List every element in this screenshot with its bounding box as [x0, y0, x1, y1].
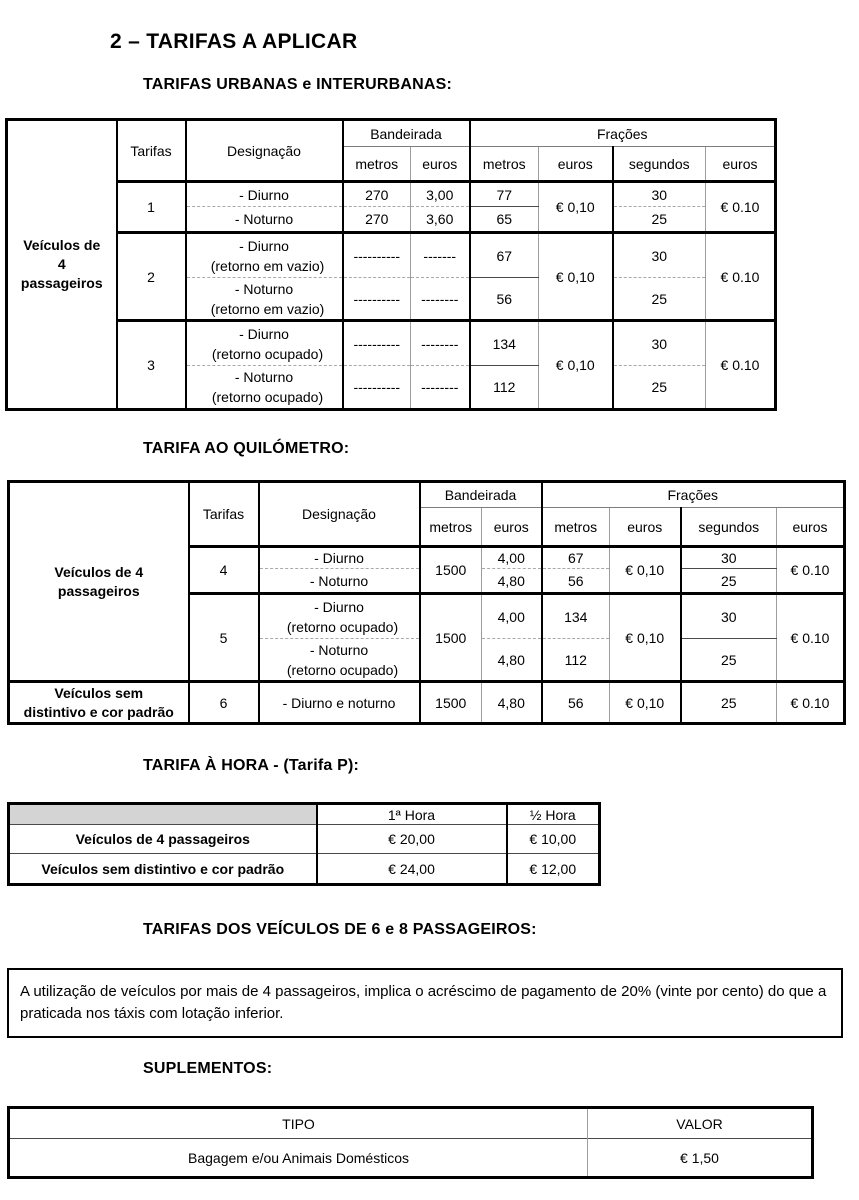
cell-band-euros: 4,00 — [482, 594, 542, 639]
vehicle-type-cell — [9, 682, 189, 724]
cell-frac-metros: 56 — [542, 682, 610, 724]
col-header-metros: metros — [343, 147, 411, 182]
col-header-euros: euros — [539, 147, 613, 182]
section-heading-suplementos: SUPLEMENTOS: — [143, 1060, 273, 1077]
col-header-metros: metros — [470, 147, 539, 182]
designacao-line1: - Diurno — [239, 186, 289, 203]
cell-frac-metros: 134 — [470, 321, 539, 366]
cell-seg-euros: € 0.10 — [706, 321, 776, 410]
col-header-half-hour: ½ Hora — [507, 804, 600, 825]
col-header-bandeirada: Bandeirada — [420, 482, 542, 508]
cell-frac-metros: 77 — [470, 182, 539, 207]
col-header-segundos: segundos — [681, 508, 777, 547]
surcharge-note-box — [7, 968, 843, 1038]
designacao-line1: - Diurno — [314, 598, 364, 615]
designacao-line1: - Noturno — [309, 572, 369, 589]
col-header-euros: euros — [482, 508, 542, 547]
vehicle-line: 4 — [57, 256, 66, 272]
cell-band-euros: -------- — [411, 278, 470, 321]
cell-band-metros: ---------- — [343, 366, 411, 410]
section-heading-6-8-passageiros: TARIFAS DOS VEÍCULOS DE 6 e 8 PASSAGEIROS: — [143, 921, 537, 938]
cell-designacao — [259, 639, 420, 682]
table-row — [9, 1139, 813, 1178]
cell-segundos: 25 — [681, 569, 777, 594]
col-header-tarifas: Tarifas — [117, 120, 186, 182]
urban-tariffs-table — [5, 118, 777, 411]
cell-band-euros: -------- — [411, 321, 470, 366]
cell-segundos: 30 — [613, 233, 706, 278]
surcharge-note-text: A utilização de veículos por mais de 4 passageiros, implica o acréscimo de pagamento de 20% (vinte por cento) do que a praticada nos táxis com lotação inferior. — [20, 983, 827, 1022]
cell-designacao — [259, 547, 420, 569]
main-title: 2 – TARIFAS A APLICAR — [110, 30, 358, 53]
cell-tipo: Bagagem e/ou Animais Domésticos — [9, 1139, 588, 1178]
cell-segundos: 30 — [681, 547, 777, 569]
cell-frac-euros: € 0,10 — [610, 682, 681, 724]
col-header-euros: euros — [411, 147, 470, 182]
col-header-tipo: TIPO — [282, 1115, 315, 1132]
cell-band-euros: 4,00 — [482, 547, 542, 569]
designacao-line2: (retorno ocupado) — [211, 389, 324, 405]
cell-frac-euros: € 0,10 — [539, 321, 613, 410]
vehicle-line: Veículos de — [23, 237, 101, 253]
cell-designacao — [186, 233, 343, 278]
vehicle-line: Veículos sem — [54, 684, 144, 701]
cell-band-metros: 1500 — [420, 547, 482, 594]
cell-tarifa: 4 — [189, 547, 259, 594]
col-header-metros: metros — [542, 508, 610, 547]
cell-band-euros: 3,00 — [411, 182, 470, 207]
cell-frac-metros: 56 — [542, 569, 610, 594]
cell-frac-metros: 112 — [470, 366, 539, 410]
cell-first-hour: € 24,00 — [317, 854, 507, 885]
designacao-line1: - Diurno — [239, 325, 289, 342]
designacao-line1: - Diurno — [314, 550, 364, 566]
vehicle-line: distintivo e cor padrão — [23, 703, 174, 720]
col-header-euros: euros — [706, 147, 776, 182]
cell-seg-euros: € 0.10 — [706, 233, 776, 321]
col-header-bandeirada: Bandeirada — [343, 120, 470, 147]
cell-band-euros: 3,60 — [411, 207, 470, 233]
cell-frac-metros: 134 — [542, 594, 610, 639]
cell-frac-metros: 112 — [542, 639, 610, 682]
col-header-first-hour: 1ª Hora — [317, 804, 507, 825]
vehicle-type-cell — [7, 120, 117, 410]
section-heading-hora: TARIFA À HORA - (Tarifa P): — [143, 757, 360, 774]
section-heading-urbanas: TARIFAS URBANAS e INTERURBANAS: — [143, 76, 453, 93]
cell-segundos: 30 — [613, 182, 706, 207]
cell-frac-euros: € 0,10 — [539, 233, 613, 321]
cell-band-euros: -------- — [411, 366, 470, 410]
cell-frac-euros: € 0,10 — [539, 182, 613, 233]
cell-segundos: 25 — [613, 366, 706, 410]
table-row — [9, 825, 600, 854]
col-header-euros: euros — [777, 508, 845, 547]
cell-segundos: 25 — [681, 682, 777, 724]
cell-band-euros: 4,80 — [482, 682, 542, 724]
cell-valor: € 1,50 — [588, 1139, 813, 1178]
cell-seg-euros: € 0.10 — [777, 547, 845, 594]
designacao-line2: (retorno em vazio) — [210, 257, 325, 274]
col-header-euros: euros — [610, 508, 681, 547]
col-header-valor: VALOR — [588, 1108, 813, 1139]
cell-half-hour: € 12,00 — [507, 854, 600, 885]
cell-band-euros: ------- — [411, 233, 470, 278]
table-row — [9, 682, 845, 724]
cell-tarifa: 6 — [189, 682, 259, 724]
col-header-designacao: Designação — [186, 120, 343, 182]
col-header-metros: metros — [420, 508, 482, 547]
col-header-segundos: segundos — [613, 147, 706, 182]
cell-designacao — [259, 569, 420, 594]
section-heading-quilometro: TARIFA AO QUILÓMETRO: — [143, 440, 350, 457]
cell-segundos: 25 — [613, 278, 706, 321]
cell-frac-metros: 67 — [542, 547, 610, 569]
cell-designacao — [186, 366, 343, 410]
cell-designacao — [259, 594, 420, 639]
cell-frac-euros: € 0,10 — [610, 594, 681, 682]
col-header-tarifas: Tarifas — [189, 482, 259, 547]
cell-tarifa: 3 — [117, 321, 186, 410]
table-row — [7, 182, 776, 207]
designacao-line2: (retorno em vazio) — [210, 300, 325, 317]
cell-band-metros: 270 — [343, 207, 411, 233]
cell-vehicle-label: Veículos de 4 passageiros — [9, 825, 317, 854]
cell-segundos: 25 — [613, 207, 706, 233]
col-header-fracoes: Frações — [470, 120, 776, 147]
empty-shaded-header-cell — [9, 804, 317, 825]
supplements-table — [7, 1106, 814, 1179]
cell-tarifa: 1 — [117, 182, 186, 233]
cell-segundos: 30 — [681, 594, 777, 639]
cell-band-metros: 1500 — [420, 682, 482, 724]
vehicle-line: passageiros — [20, 275, 103, 291]
designacao-line2: (retorno ocupado) — [286, 618, 399, 635]
cell-band-euros: 4,80 — [482, 569, 542, 594]
cell-frac-metros: 56 — [470, 278, 539, 321]
designacao-line1: - Noturno — [234, 280, 294, 297]
cell-seg-euros: € 0.10 — [777, 594, 845, 682]
cell-tarifa: 5 — [189, 594, 259, 682]
cell-band-metros: ---------- — [343, 233, 411, 278]
cell-designacao — [186, 321, 343, 366]
cell-frac-metros: 65 — [470, 207, 539, 233]
col-header-designacao: Designação — [259, 482, 420, 547]
cell-band-euros: 4,80 — [482, 639, 542, 682]
hourly-tariff-table — [7, 802, 601, 886]
vehicle-type-cell — [9, 482, 189, 682]
vehicle-line: Veículos de 4 — [54, 563, 144, 580]
vehicle-line: passageiros — [57, 582, 140, 599]
designacao-line1: - Noturno — [234, 211, 294, 227]
col-header-fracoes: Frações — [542, 482, 845, 508]
cell-band-metros: 1500 — [420, 594, 482, 682]
cell-seg-euros: € 0.10 — [777, 682, 845, 724]
table-row — [9, 854, 600, 885]
cell-segundos: 30 — [613, 321, 706, 366]
cell-band-metros: 270 — [343, 182, 411, 207]
cell-half-hour: € 10,00 — [507, 825, 600, 854]
cell-designacao — [259, 682, 420, 724]
cell-vehicle-label: Veículos sem distintivo e cor padrão — [9, 854, 317, 885]
table-row — [7, 321, 776, 366]
cell-frac-euros: € 0,10 — [610, 547, 681, 594]
designacao-line2: (retorno ocupado) — [211, 345, 324, 362]
designacao-line1: - Diurno — [239, 237, 289, 254]
cell-segundos: 25 — [681, 639, 777, 682]
cell-tarifa: 2 — [117, 233, 186, 321]
cell-designacao — [186, 207, 343, 233]
table-row — [7, 233, 776, 278]
cell-designacao — [186, 182, 343, 207]
cell-band-metros: ---------- — [343, 278, 411, 321]
designacao-line2: (retorno ocupado) — [286, 661, 399, 678]
cell-designacao — [186, 278, 343, 321]
cell-band-metros: ---------- — [343, 321, 411, 366]
cell-first-hour: € 20,00 — [317, 825, 507, 854]
designacao-line1: - Noturno — [234, 369, 294, 385]
km-tariff-table — [7, 480, 846, 725]
designacao-line1: - Noturno — [309, 641, 369, 658]
cell-seg-euros: € 0.10 — [706, 182, 776, 233]
cell-frac-metros: 67 — [470, 233, 539, 278]
designacao-line1: - Diurno e noturno — [282, 694, 396, 711]
